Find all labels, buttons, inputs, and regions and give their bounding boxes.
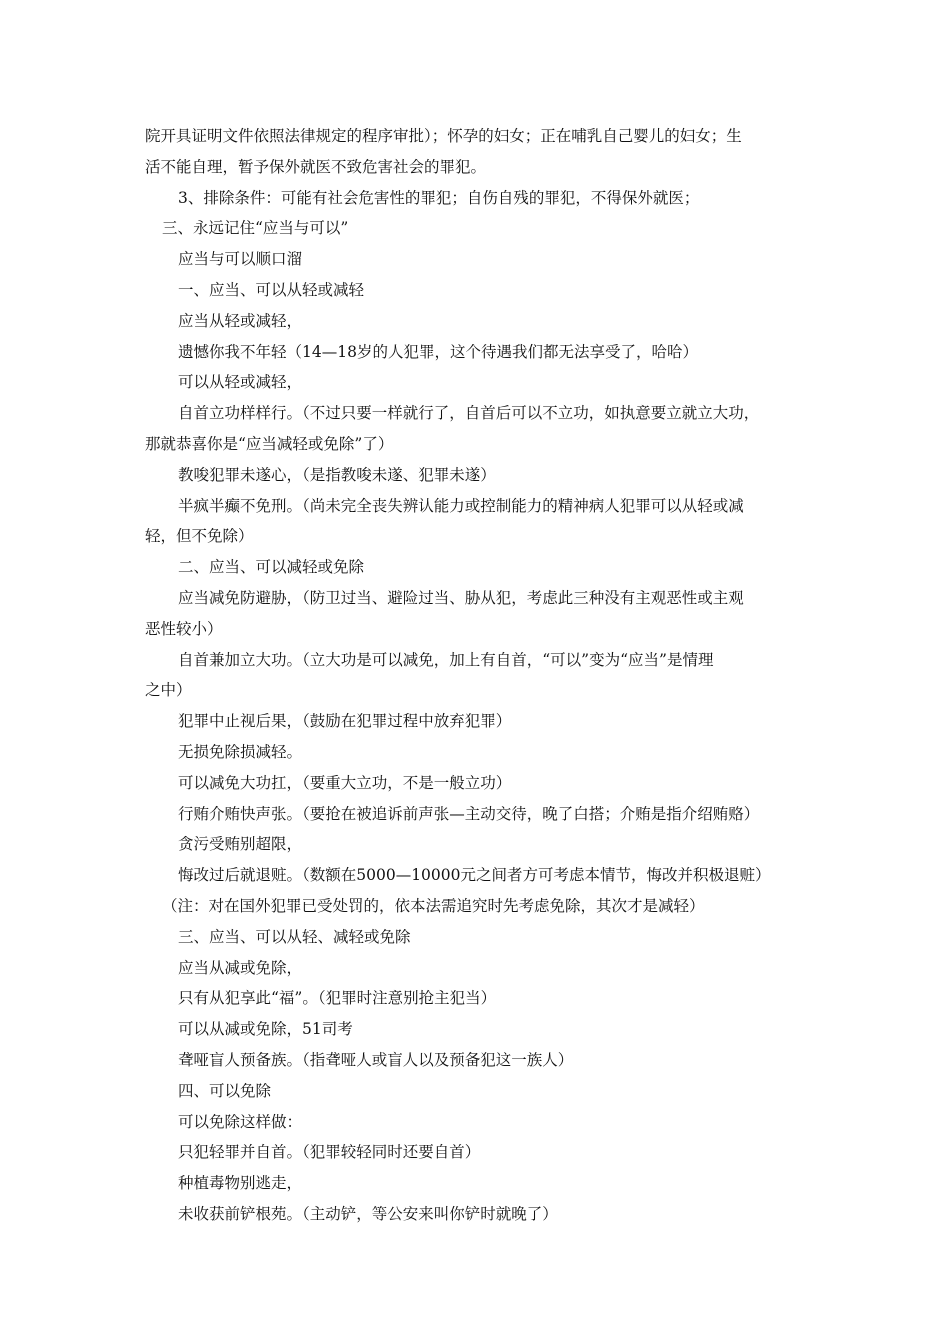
text-line: 之中） — [145, 681, 192, 700]
text-line: 悔改过后就退赃。（数额在5000—10000元之间者方可考虑本情节，悔改并积极退赃） — [178, 866, 771, 885]
text-line: 院开具证明文件依照法律规定的程序审批）；怀孕的妇女；正在哺乳自己婴儿的妇女；生 — [145, 127, 742, 145]
text-line: 二、应当、可以减轻或免除 — [178, 558, 365, 577]
text-line: 应当从减或免除， — [178, 958, 303, 977]
text-line: 犯罪中止视后果，（鼓励在犯罪过程中放弃犯罪） — [178, 712, 512, 731]
text-line: 贪污受贿别超限， — [178, 835, 303, 854]
text-line: 一、应当、可以从轻或减轻 — [178, 280, 365, 299]
text-line: 教唆犯罪未遂心，（是指教唆未遂、犯罪未遂） — [178, 465, 496, 484]
document-body — [145, 121, 810, 1230]
text-line: 活不能自理，暂予保外就医不致危害社会的罪犯。 — [145, 157, 487, 176]
text-line: 三、永远记住“应当与可以” — [162, 219, 349, 238]
text-line: 半疯半癫不免刑。（尚未完全丧失辨认能力或控制能力的精神病人犯罪可以从轻或减 — [178, 496, 744, 515]
text-line: 自首兼加立大功。（立大功是可以减免，加上有自首，“可以”变为“应当”是情理 — [178, 650, 714, 669]
text-line: 遗憾你我不年轻（14—18岁的人犯罪，这个待遇我们都无法享受了，哈哈） — [178, 342, 698, 361]
text-line: 种植毒物别逃走， — [178, 1174, 303, 1193]
text-line: 3、排除条件：可能有社会危害性的罪犯；自伤自残的罪犯，不得保外就医； — [178, 188, 700, 207]
text-line: 未收获前铲根苑。（主动铲，等公安来叫你铲时就晚了） — [178, 1204, 558, 1223]
text-line: 可以从减或免除，51司考 — [178, 1020, 353, 1039]
text-line: 行贿介贿快声张。（要抢在被追诉前声张—主动交待，晚了白搭；介贿是指介绍贿赂） — [178, 804, 760, 823]
text-line: 那就恭喜你是“应当减轻或免除”了） — [145, 434, 394, 453]
text-line: 可以从轻或减轻， — [178, 373, 303, 392]
text-line: 只犯轻罪并自首。（犯罪较轻同时还要自首） — [178, 1143, 481, 1162]
text-line: 可以减免大功扛，（要重大立功，不是一般立功） — [178, 773, 512, 792]
text-line: 只有从犯享此“福”。（犯罪时注意别抢主犯当） — [178, 989, 497, 1008]
text-line: 聋哑盲人预备族。（指聋哑人或盲人以及预备犯这一族人） — [178, 1050, 574, 1069]
text-line: 应当从轻或减轻， — [178, 311, 303, 330]
text-line: 恶性较小） — [145, 619, 223, 638]
text-line: 四、可以免除 — [178, 1081, 272, 1100]
text-line: 自首立功样样行。（不过只要一样就行了，自首后可以不立功，如执意要立就立大功， — [178, 404, 760, 423]
text-line: 轻，但不免除） — [145, 527, 254, 546]
text-line: 三、应当、可以从轻、减轻或免除 — [178, 927, 411, 946]
text-line: 应当与可以顺口溜 — [178, 250, 303, 269]
text-line: 可以免除这样做： — [178, 1112, 303, 1131]
text-line: （注：对在国外犯罪已受处罚的，依本法需追究时先考虑免除，其次才是减轻） — [162, 896, 705, 915]
text-line: 无损免除损减轻。 — [178, 742, 303, 761]
text-line: 应当减免防避胁，（防卫过当、避险过当、胁从犯，考虑此三种没有主观恶性或主观 — [178, 588, 744, 607]
